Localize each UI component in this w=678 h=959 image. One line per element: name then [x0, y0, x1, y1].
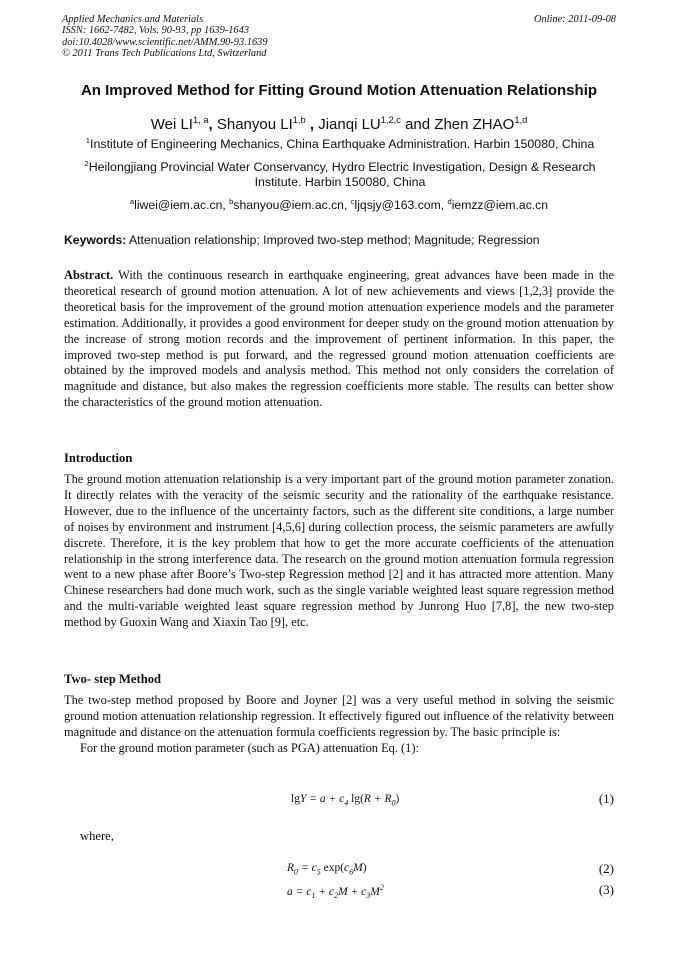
two-step-heading: Two- step Method: [64, 672, 162, 686]
affiliation-sup: 2: [84, 158, 89, 168]
abstract: [64, 268, 614, 411]
author-name: Zhen ZHAO: [434, 116, 515, 133]
online-date: Online: 2011-09-08: [533, 14, 616, 25]
abstract-label: Abstract.: [64, 268, 114, 282]
affiliation-text: Institute of Engineering Mechanics, China Earthquake Administration. Harbin 150080, China: [90, 137, 595, 151]
keywords-label: Keywords:: [64, 233, 127, 247]
email-sup: a: [129, 196, 135, 206]
page-header: [62, 14, 616, 59]
author-name: Wei LI: [150, 116, 193, 133]
author-sep: and: [400, 116, 435, 133]
author-sep: ,: [208, 116, 217, 133]
email-list: [0, 198, 678, 212]
author-sup: 1,d: [514, 115, 528, 125]
doi-line: doi:10.4028/www.scientific.net/AMM.90-93.1639: [62, 36, 268, 48]
equation-2-number: (2): [598, 861, 614, 876]
keywords-text: Attenuation relationship; Improved two-step method; Magnitude; Regression: [126, 233, 540, 247]
keywords: [64, 233, 618, 247]
copyright-line: © 2011 Trans Tech Publications Ltd, Switzerland: [62, 47, 267, 59]
email-sup: d: [447, 196, 452, 206]
affiliation-2: [62, 160, 618, 189]
affiliation-1: [62, 137, 618, 152]
author-list: [0, 116, 678, 133]
author-sup: 1,b: [292, 115, 306, 125]
author-name: Shanyou LI: [216, 116, 293, 133]
email-sup: c: [350, 196, 355, 206]
equation-1-number: (1): [598, 791, 614, 806]
introduction-heading: Introduction: [64, 451, 133, 465]
equation-1: $\lg Y = a + c_4$ $\lg(R + R_0)$: [291, 793, 400, 808]
email: iemzz@iem.ac.cn: [451, 198, 549, 212]
issn-line: ISSN: 1662-7482, Vols. 90-93, pp 1639-1643: [62, 25, 250, 37]
abstract-text: With the continuous research in earthquake engineering, great advances have been made in the theoretical research of ground motion attenuation. A lot of new achievements and views [1,2,3] provide the theoretical basis for the improvement of the ground motion attenuation experience models and the parameter estimation. Additionally, it provides a good environment for deeper study on the ground motion attenuation by the increase of strong motion records and the improvement of pertinent information. In this paper, the improved two-step method is put forward, and the regressed ground motion attenuation coefficients are obtained by the improved models and analysis method. This method not only considers the correlation of magnitude and distance, but also makes the regression coefficients more stable. The results can better show the characteristics of the ground motion attenuation.: [64, 268, 614, 410]
author-name: Jianqi LU: [318, 116, 381, 133]
author-sup: 1, a: [192, 115, 209, 125]
two-step-body: The two-step method proposed by Boore and Joyner [2] was a very useful method in solving the seismic ground motion attenuation relationship regression. It effectively figured out influence of the relativity between magnitude and distance on the attenuation formula coefficients regression by. The basic principle is:: [64, 693, 614, 739]
email: ljqsjy@163.com,: [354, 198, 448, 212]
two-step-line2: For the ground motion parameter (such as PGA) attenuation Eq. (1):: [80, 740, 419, 755]
email: liwei@iem.ac.cn,: [134, 198, 230, 212]
email-sup: b: [229, 196, 234, 206]
introduction-text: The ground motion attenuation relationship is a very important part of the ground motion parameter zonation. It directly relates with the veracity of the seismic security and the rationality of the earthquake resistance. However, due to the influence of the uncertainty factors, such as the different site conditions, a large number of noises by environment and instrument [4,5,6] during collection process, the seismic parameters are awfully discrete. Therefore, it is the key problem that how to get the more accurate coefficients of the attenuation relationship in the strong interference data. The research on the ground motion attenuation formula regression went to a new phase after Boore’s Two-step Regression method [2] and it has attracted more attention. Many Chinese researchers had done much work, such as the single variable weighted least square regression method and the multi-variable weighted least square regression method by Junrong Huo [7,8], the new two-step method by Guoxin Wang and Xiaxin Tao [9], etc.: [64, 472, 614, 630]
author-sep: ,: [305, 116, 319, 133]
equation-3: $a = c_1 + c_2M + c_3M^2$: [287, 883, 384, 901]
affiliation-text: Heilongjiang Provincial Water Conservancy, Hydro Electric Investigation, Design & Research Institute. Harbin 150080, China: [88, 160, 596, 189]
equation-2: $R_0 = c_5$ $\exp(c_6M)$: [287, 862, 367, 877]
affiliation-sup: 1: [85, 135, 91, 145]
paper-title: An Improved Method for Fitting Ground Motion Attenuation Relationship: [80, 82, 598, 99]
two-step-text: [64, 693, 614, 757]
email: shanyou@iem.ac.cn,: [233, 198, 351, 212]
author-sup: 1,2,c: [380, 115, 401, 125]
equation-3-number: (3): [598, 882, 614, 897]
where-label: where,: [80, 829, 114, 843]
journal-name: Applied Mechanics and Materials: [62, 14, 204, 25]
